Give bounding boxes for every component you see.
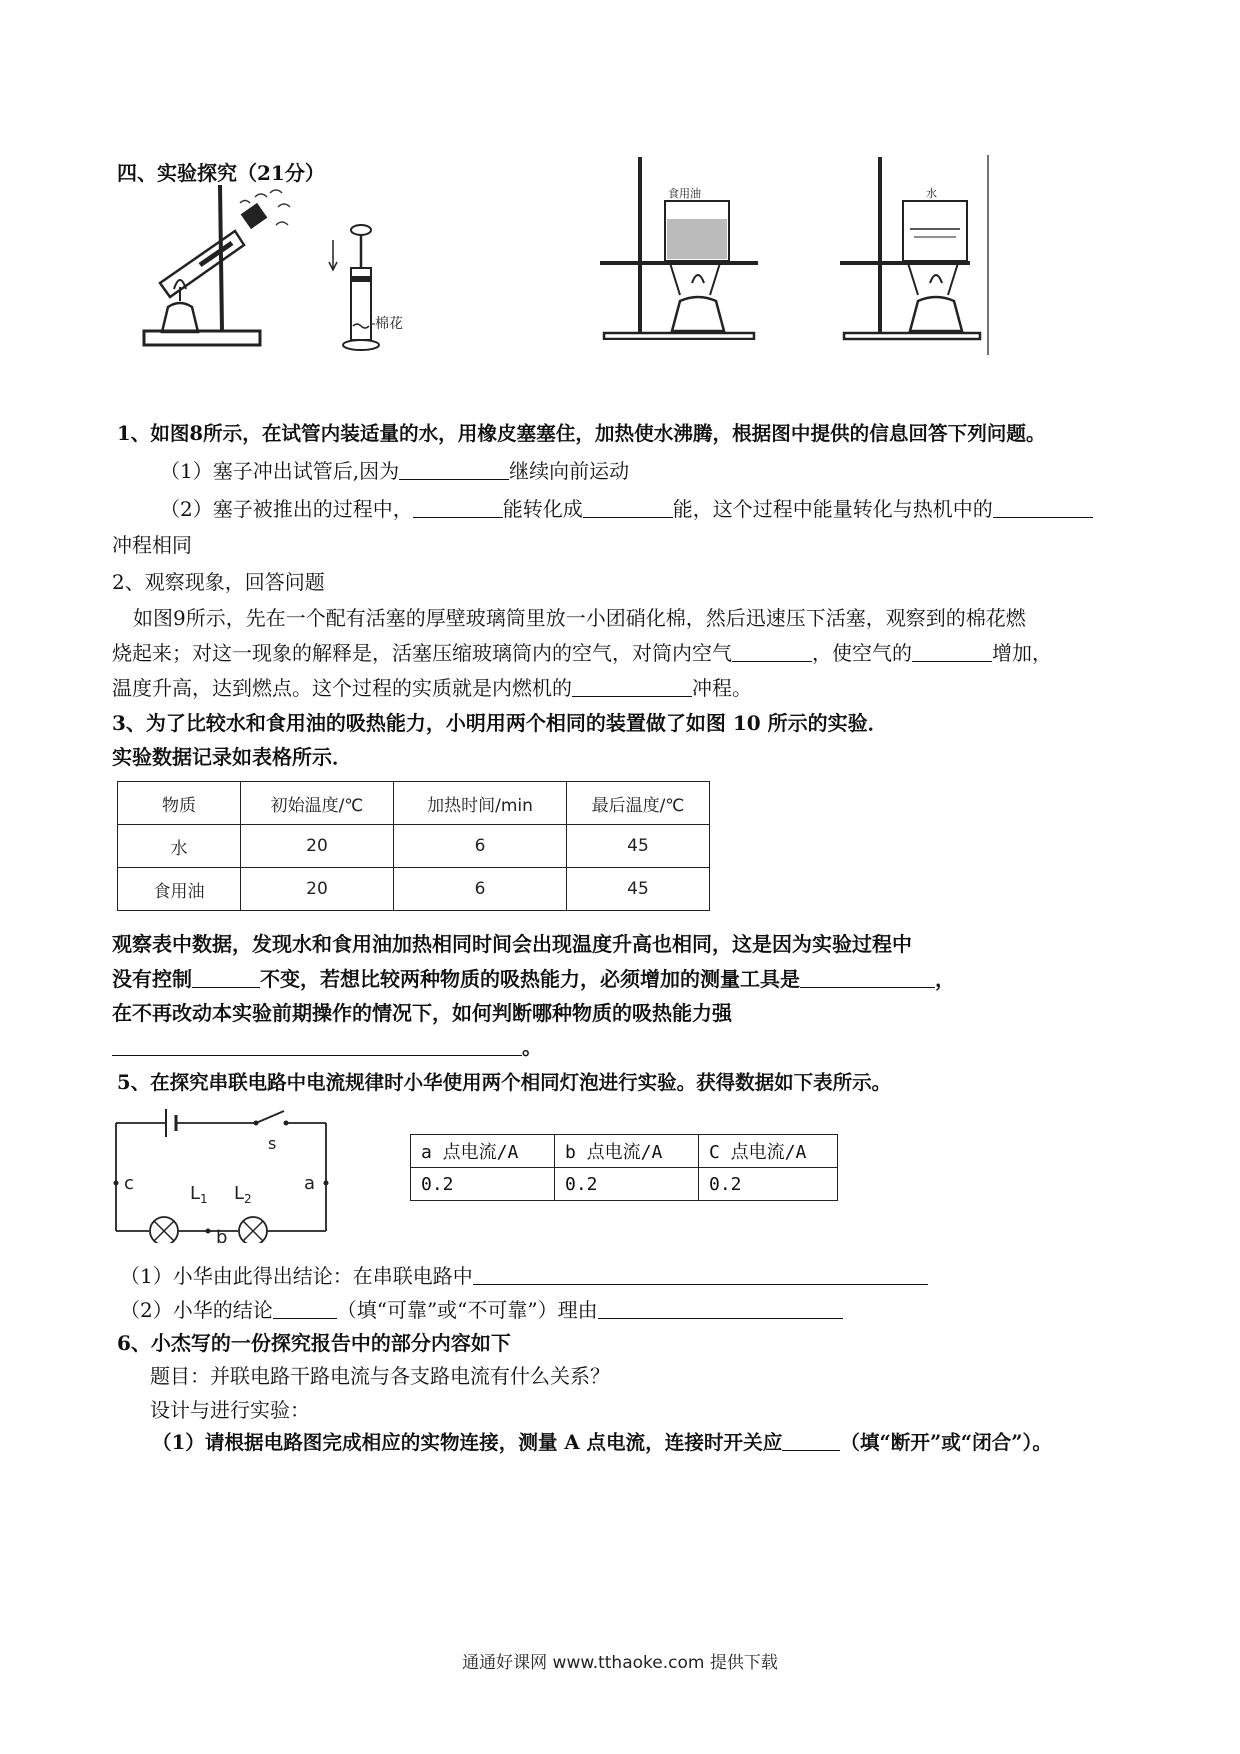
point-c-label: c (124, 1173, 134, 1194)
q3-after2-text: 没有控制 (112, 967, 192, 991)
q5-part1 (120, 1264, 928, 1288)
q2-line2-text-c: 增加， (992, 641, 1052, 665)
table-cell: 水 (118, 825, 241, 868)
q6-part1-text-end: （填“断开”或“闭合”）。 (840, 1431, 1052, 1454)
table-row (118, 868, 710, 911)
point-b-label: b (216, 1227, 228, 1243)
q1-blank-2[interactable] (413, 499, 503, 518)
table-cell: 0.2 (411, 1168, 555, 1201)
q6-topic: 题目：并联电路干路电流与各支路电流有什么关系？ (150, 1364, 610, 1388)
cotton-label: 棉花 (375, 316, 403, 332)
table-cell: 6 (394, 868, 567, 911)
q1-part1 (160, 459, 629, 483)
lamp-l2-letter: L (234, 1183, 245, 1204)
lamp-l2-sub: 2 (244, 1192, 252, 1206)
table-cell: 45 (567, 868, 710, 911)
q2-line1: 如图9所示，先在一个配有活塞的厚壁玻璃筒里放一小团硝化棉，然后迅速压下活塞，观察到的棉花燃 (133, 606, 1026, 630)
q5-current-table (410, 1134, 838, 1201)
table-header-cell: 物质 (118, 782, 241, 825)
q6-blank-1[interactable] (782, 1432, 840, 1451)
q6-stem: 6、小杰写的一份探究报告中的部分内容如下 (117, 1331, 511, 1355)
lamp-l1-label (190, 1183, 208, 1206)
table-cell: 20 (241, 868, 394, 911)
table-cell: 45 (567, 825, 710, 868)
q3-after3: 在不再改动本实验前期操作的情况下，如何判断哪种物质的吸热能力强 (112, 1001, 732, 1025)
q3-data-table (117, 781, 710, 911)
q1-part2-text: （2）塞子被推出的过程中， (160, 497, 413, 521)
q5-stem: 5、在探究串联电路中电流规律时小华使用两个相同灯泡进行实验。获得数据如下表所示。 (117, 1071, 892, 1094)
q3-after2-text-c: ， (935, 967, 955, 991)
table-header-cell: b 点电流/A (555, 1135, 699, 1168)
q2-blank-2[interactable] (912, 643, 992, 662)
q1-part2-text-c: 能，这个过程中能量转化与热机中的 (672, 497, 993, 521)
point-a-label: a (304, 1173, 316, 1194)
q6-part1-text: （1）请根据电路图完成相应的实物连接，测量 A 点电流，连接时开关应 (152, 1431, 783, 1454)
q3-after2 (112, 967, 955, 991)
table-header-cell: 加热时间/min (394, 782, 567, 825)
q5-blank-2[interactable] (273, 1300, 337, 1319)
table-header-cell: 最后温度/℃ (567, 782, 710, 825)
q3-after1: 观察表中数据，发现水和食用油加热相同时间会出现温度升高也相同，这是因为实验过程中 (112, 932, 912, 956)
q1-stem: 1、如图8所示，在试管内装适量的水，用橡皮塞塞住，加热使水沸腾，根据图中提供的信息回答下列问题。 (117, 422, 1046, 445)
lamp-l1-sub: 1 (200, 1192, 208, 1206)
figure-water-beaker (840, 155, 990, 355)
table-cell: 食用油 (118, 868, 241, 911)
q2-line2-text-b: ，使空气的 (812, 641, 912, 665)
table-header-cell: a 点电流/A (411, 1135, 555, 1168)
q1-blank-4[interactable] (993, 499, 1093, 518)
oil-label: 食用油 (668, 187, 701, 200)
table-cell: 20 (241, 825, 394, 868)
q5-blank-1[interactable] (473, 1266, 928, 1285)
lamp-l2-label (234, 1183, 252, 1206)
water-label: 水 (926, 187, 937, 200)
table-header-row (118, 782, 710, 825)
q1-part2-text-b: 能转化成 (502, 497, 583, 521)
q1-part1-text-end: 继续向前运动 (509, 459, 630, 483)
figure-oil-beaker (600, 155, 760, 340)
switch-label: s (268, 1134, 277, 1153)
lamp-l1-letter: L (190, 1183, 201, 1204)
q2-line2 (112, 641, 1052, 665)
q2-line2-text: 烧起来；对这一现象的解释是，活塞压缩玻璃筒内的空气，对筒内空气 (112, 641, 732, 665)
figure-piston-cylinder (325, 220, 420, 360)
table-cell: 0.2 (699, 1168, 838, 1201)
table-header-cell: 初始温度/℃ (241, 782, 394, 825)
q1-part1-text: （1）塞子冲出试管后,因为 (160, 459, 400, 483)
q3-after4-end: 。 (522, 1035, 542, 1059)
q1-part2-end: 冲程相同 (112, 533, 192, 557)
q2-line3-text: 温度升高，达到燃点。这个过程的实质就是内燃机的 (112, 676, 572, 700)
q3-blank-1[interactable] (192, 969, 260, 988)
q1-part2 (160, 497, 1093, 521)
q6-part1 (152, 1431, 1052, 1455)
q5-part2-text: （2）小华的结论 (120, 1298, 273, 1322)
table-cell: 0.2 (555, 1168, 699, 1201)
table-header-row (411, 1135, 838, 1168)
q3-blank-2[interactable] (800, 969, 935, 988)
page-footer: 通通好课网 www.tthaoke.com 提供下载 (462, 1653, 778, 1673)
q2-title: 2、观察现象，回答问题 (112, 570, 325, 594)
q2-line3-text-end: 冲程。 (692, 676, 752, 700)
q5-blank-3[interactable] (598, 1300, 843, 1319)
q2-blank-3[interactable] (572, 678, 692, 697)
q6-design: 设计与进行实验： (150, 1398, 310, 1422)
figure-test-tube-heating (140, 185, 300, 370)
q5-part2 (120, 1298, 843, 1322)
q3-blank-3[interactable] (112, 1037, 522, 1056)
q3-after4 (112, 1035, 542, 1059)
q3-line2: 实验数据记录如表格所示． (112, 745, 352, 769)
q2-line3 (112, 676, 752, 700)
section-title: 四、实验探究（21分） (117, 161, 325, 185)
q1-blank-1[interactable] (399, 461, 509, 480)
q5-part2-text-b: （填“可靠”或“不可靠”）理由 (336, 1298, 598, 1322)
q3-line1: 3、为了比较水和食用油的吸热能力，小明用两个相同的装置做了如图 10 所示的实验． (112, 711, 888, 735)
q2-blank-1[interactable] (732, 643, 812, 662)
table-cell: 6 (394, 825, 567, 868)
table-row (411, 1168, 838, 1201)
q1-blank-3[interactable] (583, 499, 673, 518)
table-row (118, 825, 710, 868)
table-header-cell: C 点电流/A (699, 1135, 838, 1168)
q3-after2-text-b: 不变，若想比较两种物质的吸热能力，必须增加的测量工具是 (260, 967, 800, 991)
series-circuit-diagram (110, 1103, 335, 1243)
q5-part1-text: （1）小华由此得出结论：在串联电路中 (120, 1264, 473, 1288)
